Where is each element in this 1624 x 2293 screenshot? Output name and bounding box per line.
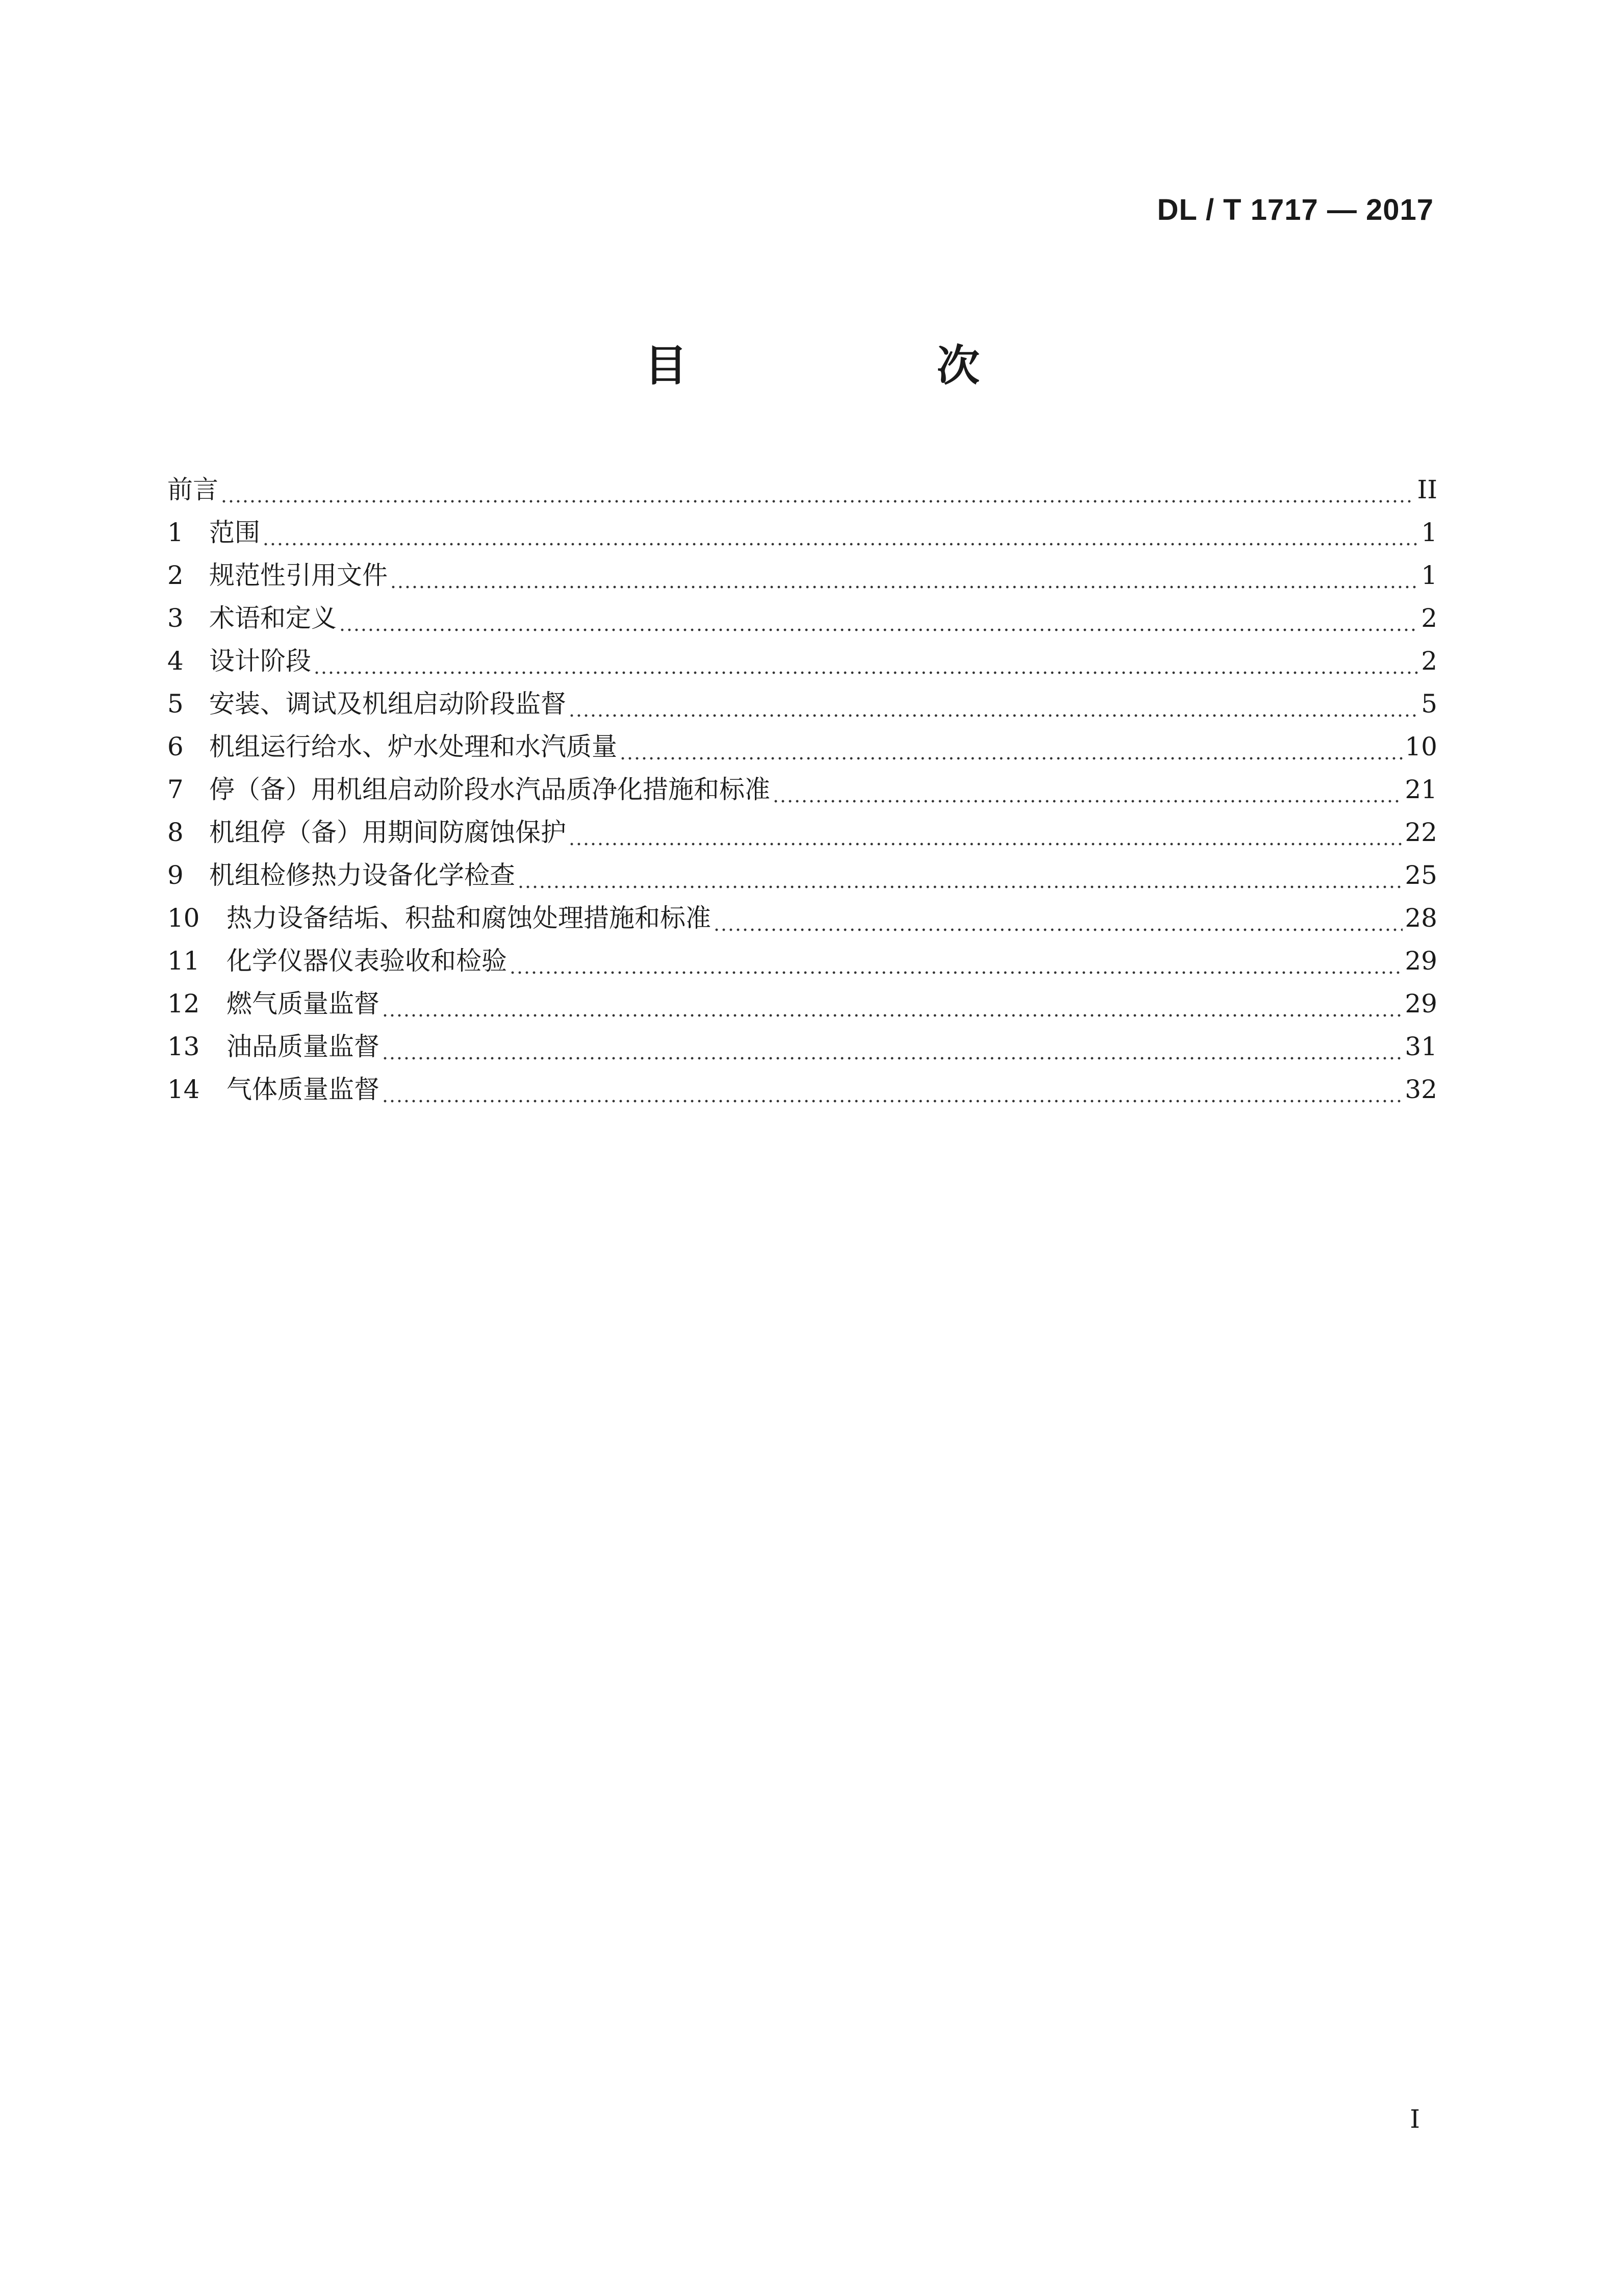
toc-entry-text: 机组停（备）用期间防腐蚀保护 — [209, 818, 566, 847]
toc-entry-text: 安装、调试及机组启动阶段监督 — [209, 689, 566, 719]
toc-leader-dots — [382, 982, 1403, 1025]
toc-entry-text: 气体质量监督 — [226, 1075, 379, 1104]
toc-entry-number: 9 — [167, 860, 184, 890]
toc-entry-text: 机组检修热力设备化学检查 — [209, 860, 515, 890]
toc-entry[interactable] — [167, 1068, 1437, 1111]
toc-entry[interactable] — [167, 768, 1437, 811]
toc-entry-text: 停（备）用机组启动阶段水汽品质净化措施和标准 — [209, 775, 770, 804]
toc-entry[interactable] — [167, 1025, 1437, 1068]
toc-leader-dots — [713, 897, 1403, 939]
toc-page-number: 29 — [1405, 989, 1437, 1018]
toc-leader-dots — [382, 1068, 1403, 1111]
toc-leader-dots — [619, 725, 1403, 768]
toc-entry-number: 7 — [167, 775, 184, 804]
toc-entry-number: 11 — [167, 946, 200, 976]
toc-entry-text: 化学仪器仪表验收和检验 — [226, 946, 507, 976]
toc-entry-number: 8 — [167, 818, 184, 847]
toc-leader-dots — [568, 682, 1419, 725]
toc-entry-number: 1 — [167, 518, 184, 547]
toc-entry[interactable] — [167, 854, 1437, 897]
toc-page-number: 22 — [1405, 818, 1437, 847]
toc-entry[interactable] — [167, 682, 1437, 725]
toc-page-number: 1 — [1421, 560, 1437, 590]
toc-leader-dots — [313, 640, 1419, 682]
toc-page-number: 28 — [1405, 903, 1437, 933]
toc-entry[interactable] — [167, 725, 1437, 768]
toc-leader-dots — [220, 468, 1415, 511]
toc-entry-number: 14 — [167, 1075, 200, 1104]
toc-leader-dots — [568, 811, 1403, 854]
toc-entry-text: 燃气质量监督 — [226, 989, 379, 1018]
toc-page-number: 5 — [1421, 689, 1437, 719]
toc-entry-number: 2 — [167, 560, 184, 590]
toc-entry-number: 13 — [167, 1032, 200, 1061]
toc-page-number: 31 — [1405, 1032, 1437, 1061]
toc-entry[interactable] — [167, 982, 1437, 1025]
toc-leader-dots — [339, 597, 1419, 640]
toc-entry[interactable] — [167, 511, 1437, 554]
toc-entry[interactable] — [167, 897, 1437, 939]
toc-leader-dots — [517, 854, 1403, 897]
toc-entry-foreword[interactable] — [167, 468, 1437, 511]
page-title: 目 次 — [644, 341, 1097, 391]
toc-entry-text: 前言 — [167, 475, 218, 504]
toc-entry-number: 4 — [167, 646, 184, 676]
toc-page-number: 25 — [1405, 860, 1437, 890]
toc-leader-dots — [390, 554, 1419, 597]
standard-code: DL / T 1717 — 2017 — [1157, 193, 1434, 226]
page-number: I — [1410, 2104, 1420, 2134]
toc-entry-text: 设计阶段 — [209, 646, 311, 676]
toc-page-number: 32 — [1405, 1075, 1437, 1104]
toc-page-number: 29 — [1405, 946, 1437, 976]
toc-entry-number: 5 — [167, 689, 184, 719]
toc-entry-text: 机组运行给水、炉水处理和水汽质量 — [209, 732, 617, 761]
toc-leader-dots — [772, 768, 1403, 811]
toc-page-number: 2 — [1421, 646, 1437, 676]
table-of-contents — [167, 468, 1437, 1111]
toc-entry[interactable] — [167, 640, 1437, 682]
toc-entry-text: 术语和定义 — [209, 603, 337, 633]
toc-entry[interactable] — [167, 811, 1437, 854]
toc-entry-text: 热力设备结垢、积盐和腐蚀处理措施和标准 — [226, 903, 711, 933]
toc-entry-text: 规范性引用文件 — [209, 560, 388, 590]
toc-leader-dots — [509, 939, 1403, 982]
toc-page-number: 10 — [1405, 732, 1437, 761]
toc-entry-number: 3 — [167, 603, 184, 633]
toc-entry[interactable] — [167, 597, 1437, 640]
toc-page-number: II — [1417, 475, 1437, 504]
toc-page-number: 1 — [1421, 518, 1437, 547]
toc-leader-dots — [382, 1025, 1403, 1068]
toc-page-number: 21 — [1405, 775, 1437, 804]
toc-entry-number: 12 — [167, 989, 200, 1018]
toc-entry-number: 6 — [167, 732, 184, 761]
toc-entry-text: 范围 — [209, 518, 260, 547]
toc-entry[interactable] — [167, 939, 1437, 982]
toc-entry-text: 油品质量监督 — [226, 1032, 379, 1061]
toc-entry[interactable] — [167, 554, 1437, 597]
toc-page-number: 2 — [1421, 603, 1437, 633]
toc-entry-number: 10 — [167, 903, 200, 933]
toc-leader-dots — [262, 511, 1419, 554]
